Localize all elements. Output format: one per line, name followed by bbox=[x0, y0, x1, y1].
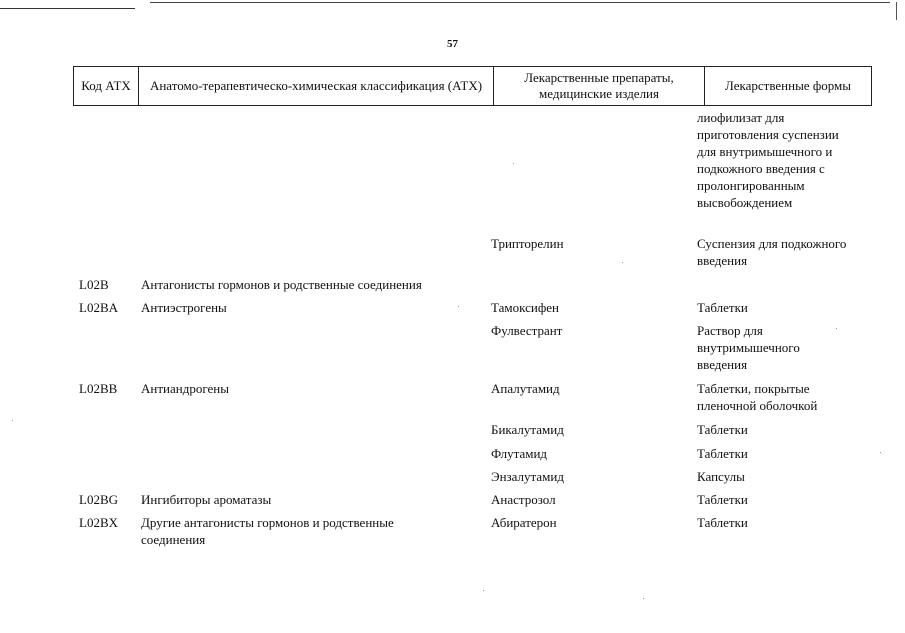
table-cell-drug: Тамоксифен bbox=[491, 300, 559, 315]
scan-speck bbox=[622, 262, 623, 263]
table-cell-form: Таблетки bbox=[697, 492, 748, 507]
scan-speck bbox=[880, 452, 881, 453]
scan-speck bbox=[513, 163, 514, 164]
table-cell-drug: Анастрозол bbox=[491, 492, 556, 507]
page-number: 57 bbox=[447, 38, 458, 50]
table-cell-classification: Антагонисты гормонов и родственные соединения bbox=[141, 277, 422, 292]
table-cell-form: лиофилизат для приготовления суспензии для внутримышечного и подкожного введения с пролонгированным высвобождением bbox=[697, 110, 839, 210]
header-code: Код АТХ bbox=[74, 67, 139, 106]
scan-speck bbox=[643, 598, 644, 599]
table-cell-code: L02B bbox=[79, 277, 109, 292]
table-cell-classification: Ингибиторы ароматазы bbox=[141, 492, 272, 507]
table-cell-classification: Антиэстрогены bbox=[141, 300, 227, 315]
scan-border-line bbox=[0, 8, 135, 9]
table-cell-code: L02BX bbox=[79, 515, 118, 530]
table-cell-form: Таблетки bbox=[697, 446, 748, 461]
scan-speck bbox=[12, 420, 13, 421]
table-cell-form: Таблетки bbox=[697, 515, 748, 530]
scan-speck bbox=[483, 590, 484, 591]
table-cell-classification: Другие антагонисты гормонов и родственные соединения bbox=[141, 515, 394, 547]
header-classification: Анатомо-терапевтическо-химическая классификация (АТХ) bbox=[139, 67, 494, 106]
scan-border-line bbox=[896, 2, 897, 20]
table-cell-drug: Абиратерон bbox=[491, 515, 557, 530]
table-cell-drug: Флутамид bbox=[491, 446, 548, 461]
table-cell-form: Таблетки, покрытые пленочной оболочкой bbox=[697, 381, 818, 413]
scan-border-line bbox=[150, 2, 890, 3]
table-cell-classification: Антиандрогены bbox=[141, 381, 229, 396]
table-cell-form: Раствор для внутримышечного введения bbox=[697, 323, 800, 372]
header-drugs: Лекарственные препараты, медицинские изделия bbox=[494, 67, 705, 106]
table-cell-drug: Фулвестрант bbox=[491, 323, 563, 338]
table-cell-form: Суспензия для подкожного введения bbox=[697, 236, 847, 268]
table-cell-drug: Бикалутамид bbox=[491, 422, 564, 437]
scan-speck bbox=[458, 306, 459, 307]
header-forms: Лекарственные формы bbox=[705, 67, 872, 106]
table-cell-code: L02BA bbox=[79, 300, 118, 315]
table-cell-drug: Энзалутамид bbox=[491, 469, 564, 484]
table-cell-form: Капсулы bbox=[697, 469, 745, 484]
table-cell-form: Таблетки bbox=[697, 300, 748, 315]
scan-speck bbox=[836, 328, 837, 329]
table-cell-drug: Трипторелин bbox=[491, 236, 564, 251]
table-cell-code: L02BB bbox=[79, 381, 118, 396]
table-cell-code: L02BG bbox=[79, 492, 118, 507]
table-header bbox=[73, 66, 872, 106]
table-cell-form: Таблетки bbox=[697, 422, 748, 437]
table-cell-drug: Апалутамид bbox=[491, 381, 560, 396]
